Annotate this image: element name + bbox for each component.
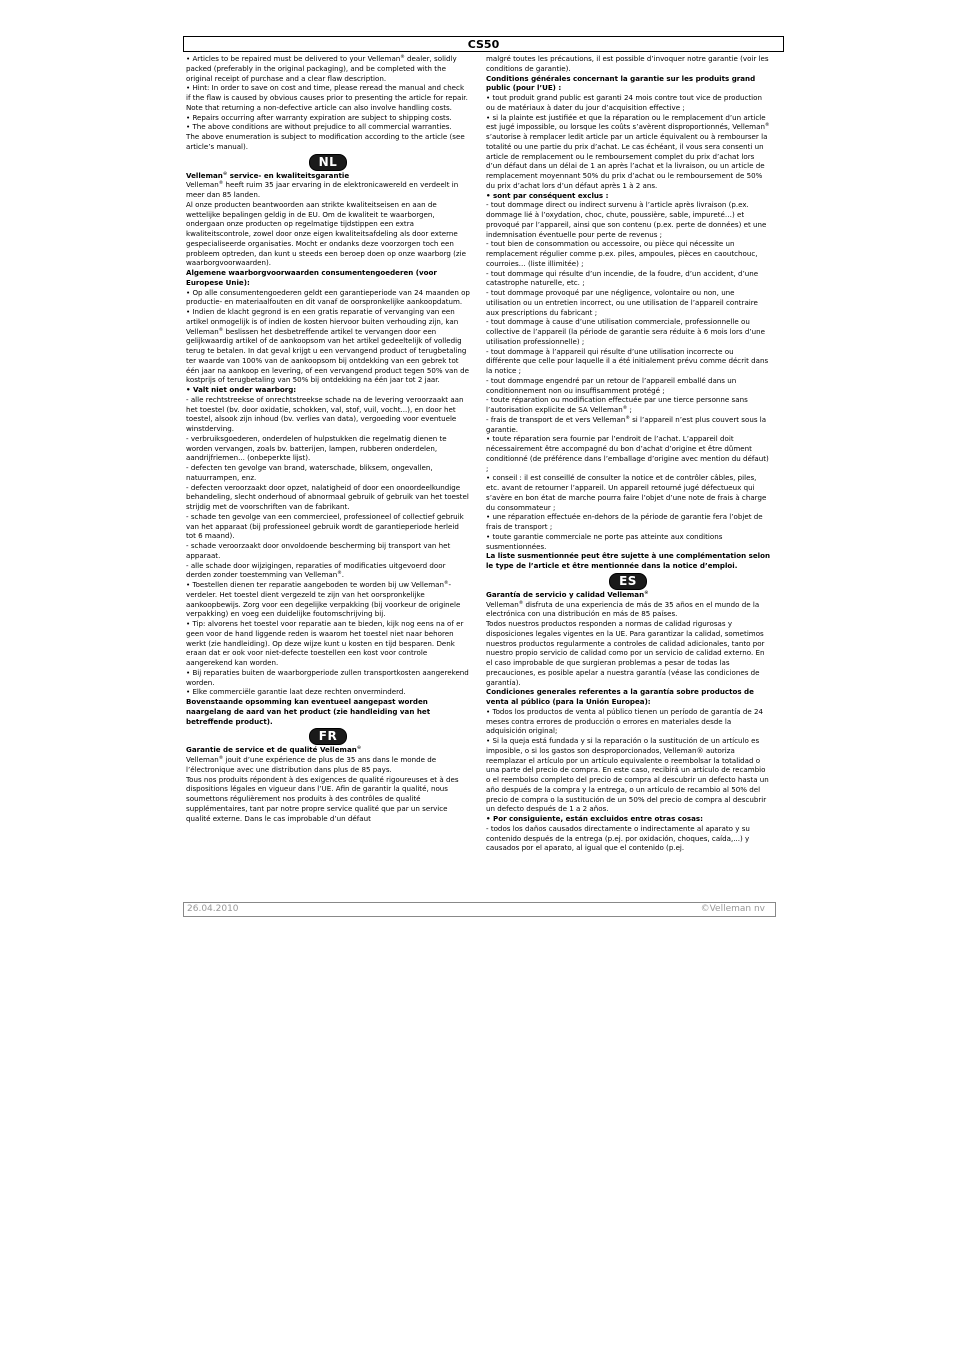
paragraph: • Indien de klacht gegrond is en een gratis reparatie of vervanging van een artikel onmogelijk is of indien de kosten hiervoor buiten verhouding zijn, kan Velleman® beslissen het desbetreffende artikel te vervangen door een gelijkwaardig artikel of de aankoopsom van het artikel gedeeltelijk of volledig terug te betalen. In dat geval krijgt u een vervangend product of terugbetaling ter waarde van 100% van de aankoopsom bij ontdekking van een gebrek tot één jaar na aankoop en levering, of een vervangend product tegen 50% van de kostprijs of terugbetaling van 50% bij ontdekking na één jaar tot 2 jaar. (186, 307, 470, 385)
paragraph: Velleman® heeft ruim 35 jaar ervaring in de elektronicawereld en verdeelt in meer dan 85 landen. (186, 180, 459, 199)
paragraph: - schade ten gevolge van een commercieel, professioneel of collectief gebruik van het apparaat (bij professioneel gebruik wordt de garantieperiode herleid tot 6 maand). (186, 511, 464, 541)
english-section (186, 54, 470, 152)
paragraph: - tout dommage provoqué par une négligence, volontaire ou non, une utilisation ou un entretien incorrect, ou une utilisation de l’appareil contraire aux prescriptions du fabricant ; (486, 288, 758, 317)
french-section-continued (486, 54, 770, 571)
closing-note: La liste susmentionnée peut être sujette à une complémentation selon le type de l’article et être mentionnée dans la notice d’emploi. (486, 551, 770, 570)
paragraph: - defecten veroorzaakt door opzet, nalatigheid of door een onoordeelkundige behandeling, slecht onderhoud of abnormaal gebruik of gebruik van het toestel strijdig met de voorschriften van de fabrikant. (186, 482, 469, 511)
section-heading: Condiciones generales referentes a la garantía sobre productos de venta al público (para la Unión Europea): (486, 687, 754, 706)
section-heading: • sont par conséquent exclus : (486, 190, 609, 200)
paragraph: • une réparation effectuée en-dehors de la période de garantie fera l’objet de frais de transport ; (486, 512, 763, 531)
paragraph: - tout dommage à cause d’une utilisation commerciale, professionnelle ou collective de l’appareil (la période de garantie sera réduite à 6 mois lors d’une utilisation professionnelle) ; (486, 317, 765, 346)
left-column (186, 54, 470, 900)
paragraph: - schade veroorzaakt door onvoldoende bescherming bij transport van het apparaat. (186, 541, 451, 560)
paragraph: - defecten ten gevolge van brand, waterschade, bliksem, ongevallen, natuurrampen, enz. (186, 463, 433, 482)
paragraph: • Elke commerciële garantie laat deze rechten onverminderd. (186, 687, 406, 697)
paragraph: • tout produit grand public est garanti 24 mois contre tout vice de production ou de matériaux à dater du jour d’acquisition effective ; (486, 93, 762, 112)
paragraph: • Si la queja está fundada y si la reparación o la sustitución de un artículo es imposible, o si los gastos son desproporcionados, Velleman® autoriza reemplazar el artículo por un artículo equivalente o reembolsar la totalidad o una parte del precio de compra. En este caso, recibirá un artículo de recambio o el reembolso completo del precio de compra al descubrir un defecto hasta un año después de la compra y la entrega, o un artículo de recambio al 50% del precio de compra o la sustitución de un 50% del precio de compra al descubrir un defecto después de 1 a 2 años. (486, 736, 769, 814)
right-column (486, 54, 770, 900)
paragraph: Todos nuestros productos responden a normas de calidad rigurosas y disposiciones legales vigentes en la UE. Para garantizar la calidad, sometimos nuestros productos regularmente a controles de calidad adicionales, tanto por nuestro propio servicio de calidad como por un servicio de calidad externo. En el caso improbable de que surgieran problemas a pesar de todas las precauciones, es posible apelar a nuestra garantía (véase las condiciones de garantía). (486, 619, 765, 687)
paragraph: • Toestellen dienen ter reparatie aangeboden te worden bij uw Velleman®-verdeler. Het toestel dient vergezeld te zijn van het oorspronkelijke aankoopbewijs. Zorg voor een degelijke verpakking (bij voorkeur de originele verpakking) en voeg een duidelijke foutomschrijving bij. (186, 580, 461, 619)
paragraph: • si la plainte est justifiée et que la réparation ou le remplacement d’un article est jugé impossible, ou lorsque les coûts s’avèrent disproportionnés, Velleman® s’autorise à remplacer ledit article par un article équivalent ou à rembourser la totalité ou une partie du prix d’achat. Le cas échéant, il vous sera consenti un article de remplacement ou le remboursement complet du prix d’achat lors d’un défaut dans un délai de 1 an après l’achat et la livraison, ou un article de remplacement moyennant 50% du prix d’achat ou le remboursement de 50% du prix d’achat lors d’un défaut après 1 à 2 ans. (486, 112, 770, 190)
paragraph: - verbruiksgoederen, onderdelen of hulpstukken die regelmatig dienen te worden vervangen, zoals bv. batterijen, lampen, rubberen onderdelen, aandrijfriemen... (onbeperkte lijst). (186, 433, 447, 463)
paragraph: • Todos los productos de venta al público tienen un período de garantía de 24 meses contra errores de producción o errores en materiales desde la adquisición original; (486, 706, 764, 736)
footer-copyright: ©Velleman nv (700, 904, 765, 914)
paragraph: • Op alle consumentengoederen geldt een garantieperiode van 24 maanden op productie- en materiaalfouten en dit vanaf de oorspronkelijke aankoopdatum. (186, 287, 470, 307)
paragraph: - todos los daños causados directamente o indirectamente al aparato y su contenido después de la entrega (p.ej. por oxidación, choques, caída,...) y causados por el aparato, al igual que el contenido (p.ej. (486, 823, 750, 853)
section-title: Garantie de service et de qualité Velleman® (186, 745, 362, 755)
paragraph: - frais de transport de et vers Velleman® si l’appareil n’est plus couvert sous la garantie. (486, 414, 767, 434)
section-title: Garantía de servicio y calidad Velleman® (486, 589, 649, 599)
paragraph: - tout dommage direct ou indirect survenu à l’article après livraison (p.ex. dommage lié à l’oxydation, choc, chute, poussière, sable, impureté…) et provoqué par l’appareil, ainsi que son contenu (p.ex. perte de données) et une indemnisation éventuelle pour perte de revenus ; (486, 200, 767, 239)
paragraph: • The above conditions are without prejudice to all commercial warranties. (186, 122, 452, 132)
language-badge-nl: NL (309, 154, 348, 171)
paragraph: - toute réparation ou modification effectuée par une tierce personne sans l’autorisation explicite de SA Velleman® ; (486, 395, 748, 414)
paragraph: • Tip: alvorens het toestel voor reparatie aan te bieden, kijk nog eens na of er geen voor de hand liggende reden is waarom het toestel niet naar behoren werkt (zie handleiding). Op deze wijze kunt u kosten en tijd besparen. Denk eraan dat er ook voor niet-defecte toestellen een kost voor controle aangerekend kan worden. (186, 619, 464, 667)
closing-note: Bovenstaande opsomming kan eventueel aangepast worden naargelang de aard van het product (zie handleiding van het betreffende product). (186, 697, 431, 726)
footer-date: 26.04.2010 (187, 904, 239, 914)
paragraph: • Hint: In order to save on cost and time, please reread the manual and check if the flaw is caused by obvious causes prior to presenting the article for repair. Note that returning a non-defective article can also involve handling costs. (186, 83, 468, 112)
paragraph: malgré toutes les précautions, il est possible d’invoquer notre garantie (voir les conditions de garantie). (486, 54, 769, 73)
paragraph: The above enumeration is subject to modification according to the article (see article’s manual). (186, 132, 465, 151)
paragraph: • Repairs occurring after warranty expiration are subject to shipping costs. (186, 112, 452, 122)
paragraph: - tout dommage qui résulte d’un incendie, de la foudre, d’un accident, d’une catastrophe naturelle, etc. ; (486, 268, 759, 288)
section-title: Velleman® service- en kwaliteitsgarantie (186, 170, 350, 180)
paragraph: - alle schade door wijzigingen, reparaties of modificaties uitgevoerd door derden zonder toestemming van Velleman®. (186, 560, 446, 580)
paragraph: - tout dommage à l’appareil qui résulte d’une utilisation incorrecte ou différente que celle pour laquelle il a été initialement prévu comme décrit dans la notice ; (486, 346, 769, 375)
section-heading: Conditions générales concernant la garantie sur les produits grand public (pour l’UE) : (486, 73, 756, 93)
paragraph: Velleman® jouit d’une expérience de plus de 35 ans dans le monde de l’électronique avec une distribution dans plus de 85 pays. (186, 755, 437, 774)
language-badge-fr: FR (309, 728, 347, 745)
spanish-section (486, 590, 770, 853)
paragraph: Tous nos produits répondent à des exigences de qualité rigoureuses et à des dispositions légales en vigueur dans l’UE. Afin de garantir la qualité, nous soumettons régulièrement nos produits à des contrôles de qualité supplémentaires, tant par notre propre service qualité que par un service qualité externe. Dans le cas improbable d’un défaut (186, 774, 459, 823)
paragraph: Velleman® disfruta de una experiencia de más de 35 años en el mundo de la electrónica con una distribución en más de 85 países. (486, 599, 760, 619)
paragraph: - tout bien de consommation ou accessoire, ou pièce qui nécessite un remplacement régulier comme p.ex. piles, ampoules, pièces en caoutchouc, courroies… (liste illimitée) ; (486, 239, 758, 268)
paragraph: • Bij reparaties buiten de waarborgperiode zullen transportkosten aangerekend worden. (186, 667, 469, 687)
paragraph: Al onze producten beantwoorden aan strikte kwaliteitseisen en aan de wettelijke bepalingen geldig in de EU. Om de kwaliteit te waarborgen, ondergaan onze producten op regelmatige tijdstippen een extra kwaliteitscontrole, zowel door onze eigen kwaliteitsafdeling als door externe gespecialiseerde organisaties. Mocht er ondanks deze voorzorgen toch een probleem optreden, dan kunt u steeds een beroep doen op onze waarborg (zie waarborgvoorwaarden). (186, 199, 466, 268)
page-footer (183, 902, 776, 917)
page-header (183, 36, 784, 52)
section-heading: • Valt niet onder waarborg: (186, 385, 297, 394)
model-title: CS50 (467, 38, 500, 51)
section-heading: Algemene waarborgvoorwaarden consumentengoederen (voor Europese Unie): (186, 268, 437, 287)
dutch-section (186, 171, 470, 727)
paragraph: - tout dommage engendré par un retour de l’appareil emballé dans un conditionnement non ou insuffisamment protégé ; (486, 375, 737, 395)
paragraph: • conseil : il est conseillé de consulter la notice et de contrôler câbles, piles, etc. avant de retourner l’appareil. Un appareil retourné jugé défectueux qui s’avère en bon état de marche pourra faire l’objet d’une note de frais à charge du consommateur ; (486, 473, 767, 512)
paragraph: • Articles to be repaired must be delivered to your Velleman® dealer, solidly packed (preferably in the original packaging), and be completed with the original receipt of purchase and a clear flaw description. (186, 54, 457, 83)
paragraph: • toute garantie commerciale ne porte pas atteinte aux conditions susmentionnées. (486, 531, 723, 551)
french-section (186, 745, 470, 823)
paragraph: - alle rechtstreekse of onrechtstreekse schade na de levering veroorzaakt aan het toestel (bv. door oxidatie, schokken, val, stof, vuil, vocht...), en door het toestel, alsook zijn inhoud (bv. verlies van data), vergoeding voor eventuele winstderving. (186, 394, 464, 433)
language-badge-es: ES (609, 573, 647, 590)
paragraph: • toute réparation sera fournie par l’endroit de l’achat. L’appareil doit nécessairement être accompagné du bon d’achat d’origine et être dûment conditionné (de préférence dans l’emballage d’origine avec mention du défaut) ; (486, 434, 769, 473)
section-heading: • Por consiguiente, están excluidos entre otras cosas: (486, 814, 703, 823)
